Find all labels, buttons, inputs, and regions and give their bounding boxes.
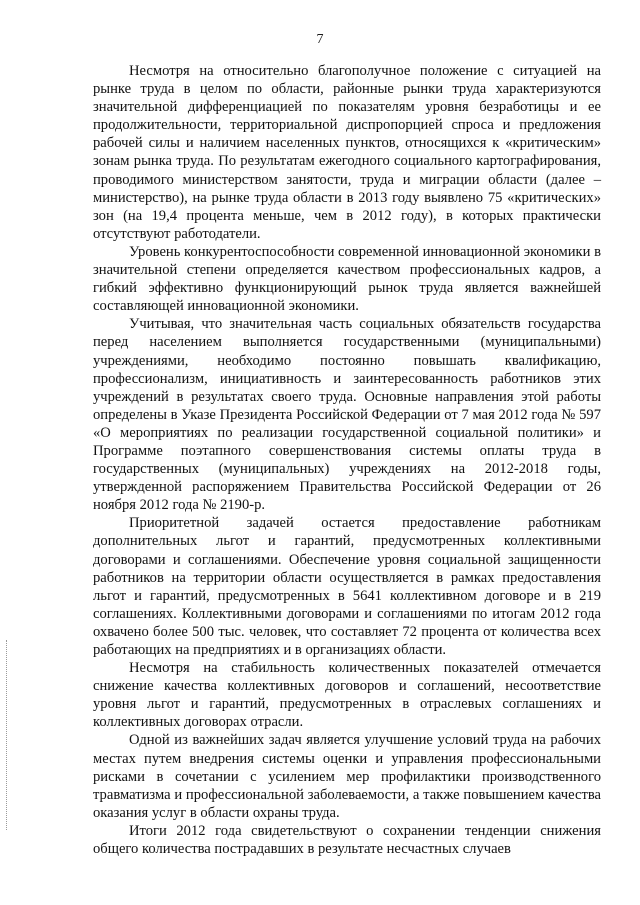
- paragraph-critical-zones: Несмотря на относительно благополучное положение с ситуацией на рынке труда в целом по области, районные рынки труда характеризуются значительной дифференциацией по показателям уровня безработицы и ее продолжительности, территориальной диспропорцией спроса и предложения рабочей силы и наличием населенных пунктов, относящихся к «критическим» зонам рынка труда. По результатам ежегодного социального картографирования, проводимого министерством занятости, труда и миграции области (далее – министерство), на рынке труда области в 2013 году выявлено 75 «критических» зон (на 19,4 процента меньше, чем в 2012 году), в которых практически отсутствуют работодатели.: [93, 63, 601, 242]
- paragraph-competitiveness: Уровень конкурентоспособности современной инновационной экономики в значительной степени определяется качеством профессиональных кадров, а гибкий эффективно функционирующий рынок труда является важнейшей составляющей инновационной экономики.: [93, 243, 601, 315]
- paragraph-benefits-guarantees: Приоритетной задачей остается предоставление работникам дополнительных льгот и гарантий, предусмотренных коллективными договорами и соглашениями. Обеспечение уровня социальной защищенности работников на территории области осуществляется в рамках предоставления льгот и гарантий, предусмотренных в 5641 коллективном договоре и в 219 соглашениях. Коллективными договорами и соглашениями по итогам 2012 года охвачено более 500 тыс. человек, что составляет 72 процента от количества всех работающих на предприятиях и в организациях области.: [93, 515, 601, 658]
- scan-edge-mark: [6, 640, 8, 830]
- paragraph-injury-trend: Итоги 2012 года свидетельствуют о сохранении тенденции снижения общего количества пострадавших в результате несчастных случаев: [93, 822, 601, 858]
- paragraph-agreements-quality: Несмотря на стабильность количественных показателей отмечается снижение качества коллективных договоров и соглашений, несоответствие уровня льгот и гарантий, предусмотренных в отраслевых соглашениях и коллективных договорах отрасли.: [93, 660, 601, 731]
- paragraph-working-conditions: Одной из важнейших задач является улучшение условий труда на рабочих местах путем внедрения системы оценки и управления профессиональными рисками в сочетании с усилением мер профилактики производственного травматизма и профессиональной заболеваемости, а также повышением качества оказания услуг в области охраны труда.: [93, 732, 601, 821]
- paragraph-social-obligations: Учитывая, что значительная часть социальных обязательств государства перед населением выполняется государственными (муниципальными) учреждениями, необходимо постоянно повышать квалификацию, профессионализм, инициативность и заинтересованность работников этих учреждений в результатах своего труда. Основные направления этой работы определены в Указе Президента Российской Федерации от 7 мая 2012 года № 597 «О мероприятиях по реализации государственной социальной политики» и Программе поэтапного совершенствования системы оплаты труда в государственных (муниципальных) учреждениях на 2012-2018 годы, утвержденной распоряжением Правительства Российской Федерации от 26 ноября 2012 года № 2190-р.: [93, 316, 601, 514]
- page-number: 7: [316, 32, 324, 47]
- body-text: [93, 62, 601, 858]
